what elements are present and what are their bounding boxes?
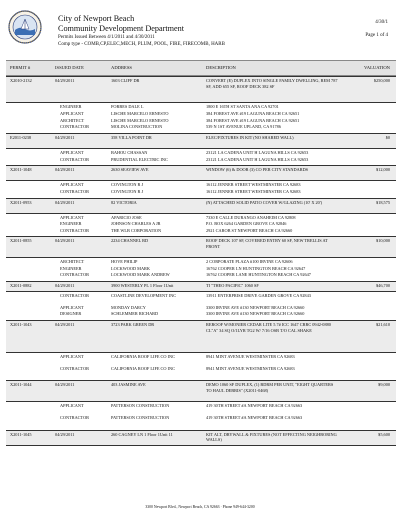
contact-name: LOCKWOOD MARK [111,265,151,271]
contact-name: COASTLINE DEVELOPMENT INC [111,292,177,298]
contact-address: 539 N 1ST AVENUE UPLAND, CA 91786 [206,124,281,130]
report-period: Permits Issued Between 4/1/2011 and 4/30/2011 [58,35,155,40]
contact-address: 2 CORPORATE PLAZA #100 IRVINE CA 92606 [206,259,293,265]
contact-row [6,103,396,110]
contact-row [6,123,396,130]
permit-number: X2011-0855 [10,238,32,244]
contact-address: 419 30TH STREET #A NEWPORT BEACH CA 92663 [206,403,303,409]
permit-valuation: $12,000 [376,167,390,173]
permit-description: TI "THEO PACIFIC" 1060 SF [206,283,259,289]
report-title [58,14,184,34]
report-meta [365,16,388,42]
permit-address: 403 JASMINE AVE [111,382,146,388]
contact-name: PATTERSON CONSTRUCTION [111,415,170,421]
issued-date: 04/29/2011 [55,382,75,388]
contact-type: CONTRACTOR [60,272,90,278]
contact-type: ENGINEER [60,221,82,227]
permit-valuation: $5,600 [378,431,390,437]
contact-type: ARCHITECT [60,117,85,123]
contact-name: BAHOU CHASSAN [111,149,148,155]
permit-row [6,320,396,353]
permit-address: 3900 WESTERLY PL 1 Floor 1Unit [111,283,174,289]
permit-row [6,430,396,446]
contact-type: APPLICANT [60,354,84,360]
permit-row [6,236,396,258]
contact-row [6,304,396,311]
contact-name: APARICIO JOSE [111,214,142,220]
contact-row [6,402,396,414]
permit-valuation: $0 [385,134,390,140]
contact-name: MOLINA CONSTRUCTION [111,124,163,130]
permit-row [6,281,396,292]
permit-valuation: $250,000 [373,78,390,83]
comp-type-filter: Comp type - COMB,CP,ELEC,MECH, PLUM, POOL, FIRE, FIRECOMB, HARB [58,41,225,47]
permit-number: E2011-0238 [10,134,32,140]
contact-name: LISCHE MARCELO ERNESTO [111,110,169,116]
permit-record [6,198,396,237]
permit-record [6,430,396,446]
contact-row [6,310,396,317]
permit-record [6,281,396,320]
issued-date: 04/29/2011 [55,431,75,437]
permit-record [6,320,396,380]
col-permit: PERMIT # [10,65,31,70]
permit-valuation: $18,575 [376,199,390,205]
contact-address: 16762 COOPER LANE HUNTINGTON BEACH CA 92647 [206,272,311,278]
permit-valuation: $21,610 [376,322,390,328]
permit-address: 1603 CLIFF DR [111,78,140,83]
issued-date: 04/29/2011 [55,238,75,244]
permit-record [6,380,396,429]
contact-type: APPLICANT [60,214,84,220]
contact-row [6,149,396,156]
contact-type: APPLICANT [60,149,84,155]
city-seal-logo [8,10,42,44]
contact-type: CONTRACTOR [60,227,90,233]
contact-address: 16112 JENNER STREET WESTMINSTER CA 92683 [206,182,301,188]
permit-description: CONVERT (E) DUPLEX INTO SINGLE FAMILY DWELLING, REM 787 SF, ADD 655 SF, ROOF DECK 382 SF [206,78,338,89]
permit-description: KIT ALT, DRYWALL & FIXTURES (NOT EFFECTING NEIGHBORING WALLS) [206,431,337,443]
col-issued-date: ISSUED DATE [55,65,84,70]
permit-description: ELEC/FIXTURES IN KIT (NO SHARED WALL) [206,134,294,140]
issued-date: 04/29/2011 [55,78,75,83]
contact-name: HOVE PHILIP [111,259,138,265]
permit-number: X2011-1044 [10,382,32,388]
contact-name: SCHLEMMER RICHARD [111,311,159,317]
report-date: 4/30/1 [375,20,388,25]
permit-description: (N) ATTACHED SOLID PATIO COVER W/GLAZING (10' X 20') [206,199,323,205]
contact-address: 2921 CAROB ST NEWPORT BEACH CA 92660 [206,227,293,233]
contact-address: P.O. BOX 6264 GARDEN GROVE CA 92846 [206,221,287,227]
contact-address: 384 FOREST AVE #19 LAGUNA BEACH CA 92651 [206,117,300,123]
contact-row [6,220,396,227]
permit-number: X2011-1043 [10,322,32,328]
contact-row [6,214,396,221]
contact-name: CALIFORNIA ROOF LIFE CO INC [111,366,175,372]
contact-row [6,227,396,234]
contact-type: APPLICANT [60,110,84,116]
permit-record [6,133,396,165]
contact-row [6,265,396,272]
contact-address: 16112 JENNER STREET WESTMINSTER CA 92683 [206,188,301,194]
permit-list [6,76,396,446]
issued-date: 04/29/2011 [55,134,75,140]
contact-type: CONTRACTOR [60,156,90,162]
permit-address: 2234 CHANNEL RD [111,238,149,244]
page-footer: 3300 Newport Blvd., Newport Beach, CA 92663 · Phone 949-644-3200 [145,505,255,509]
permit-row [6,76,396,103]
department-name: Community Development Department [58,24,184,33]
contact-row [6,365,396,377]
permit-address: 82 VICTORIA [111,199,137,205]
permit-valuation: $9,000 [378,382,390,388]
contact-row [6,188,396,195]
contact-address: 23121 LA CADENA UNIT H LAGUNA HILLS CA 92653 [206,149,309,155]
contact-name: COVINGTON R J [111,188,144,194]
contact-name: LISCHE MARCELO ERNESTO [111,117,169,123]
permit-description: ROOF DECK 107 SF, COVERED ENTRY 60 SF, NEW TRELLIS AT FRONT [206,238,328,250]
contact-row [6,156,396,163]
contact-address: 3300 IRVINE AVE #130 NEWPORT BEACH CA 92660 [206,304,305,310]
contact-address: 1800 E 16TH ST SANTA ANA CA 92701 [206,104,279,110]
permit-description: REROOF W/MONIER CEDAR LITE 5.7# ICC 1647 CRRC 0942-0880 CL"A" 34 SQ O/1LYR TG2 W/ 7/16 OSB T/O CAL SHAKE [206,322,331,333]
contact-type: CONTRACTOR [60,366,90,372]
permit-row [6,198,396,214]
permit-number: X2011-1045 [10,431,32,437]
col-address: ADDRESS [111,65,132,70]
permit-address: 3723 PARK GREEN DR [111,322,155,328]
permit-row [6,380,396,402]
column-header-row [6,60,396,76]
permit-description: WINDOW (6) & DOOR (3) CO PER CITY STANDARDS [206,167,309,173]
permit-number: X2011-1048 [10,167,32,173]
contact-address: 3300 IRVINE AVE #130 NEWPORT BEACH CA 92660 [206,311,305,317]
col-description: DESCRIPTION [206,65,236,70]
permit-description: DEMO 1060 SF DUPLEX, (1) BDRM PER UNIT, "EIGHT QUARTERS TO HAUL DEBRIS" (X2011-0468) [206,382,334,393]
contact-type: ENGINEER [60,265,82,271]
contact-name: THE WLB CORPORATION [111,227,162,233]
contact-row [6,353,396,365]
permit-number: X2011-0882 [10,283,32,289]
contact-type: CONTRACTOR [60,292,90,298]
permit-number: X2010-2132 [10,78,32,83]
permit-record [6,76,396,133]
report-criteria [58,35,225,48]
contact-row [6,117,396,124]
permit-number: X2011-0953 [10,199,32,205]
contact-row [6,271,396,278]
permit-row [6,165,396,181]
contact-name: FORBES DALE L [111,104,144,110]
contact-type: ENGINEER [60,104,82,110]
contact-name: PATTERSON CONSTRUCTION [111,403,170,409]
contact-type: CONTRACTOR [60,188,90,194]
contact-address: 13911 ENTERPRISE DRIVE GARDEN GROVE CA 92843 [206,292,311,298]
permit-valuation: $46,700 [376,283,390,289]
contact-row [6,292,396,304]
permit-address: 2630 SEAVIEW AVE [111,167,149,173]
contact-name: LOCKWOOD MARK ANDREW [111,272,170,278]
contact-name: PRUDENTIAL ELECTRIC INC [111,156,168,162]
issued-date: 04/29/2011 [55,283,75,289]
contact-row [6,258,396,265]
permit-record [6,165,396,197]
issued-date: 04/29/2011 [55,167,75,173]
contact-address: 384 FOREST AVE #19 LAGUNA BEACH CA 92651 [206,110,300,116]
contact-name: JOHNSON CHARLES A JR [111,221,161,227]
page-indicator: Page 1 of 4 [365,33,388,38]
contact-name: COVINGTON R J [111,182,144,188]
contact-row [6,110,396,117]
permit-address: 260 CAGNEY LN 1 Floor 1Unit 11 [111,431,173,437]
contact-address: 8941 MINT AVENUE WESTMINSTER CA 92683 [206,366,295,372]
permit-record [6,236,396,281]
contact-type: CONTRACTOR [60,415,90,421]
contact-type: APPLICANT [60,304,84,310]
contact-address: 8941 MINT AVENUE WESTMINSTER CA 92683 [206,354,295,360]
permit-valuation: $10,000 [376,238,390,244]
issued-date: 04/29/2011 [55,199,75,205]
contact-type: APPLICANT [60,403,84,409]
contact-name: CALIFORNIA ROOF LIFE CO INC [111,354,175,360]
contact-row [6,414,396,426]
contact-name: MONDAY DARCY [111,304,146,310]
col-valuation: VALUATION [364,65,390,70]
contact-address: 7330 E CALLE DURANGO ANAHEIM CA 92808 [206,214,296,220]
contact-type: ARCHITECT [60,259,85,265]
contact-row [6,181,396,188]
issued-date: 04/29/2011 [55,322,75,328]
contact-address: 23121 LA CADENA UNIT H LAGUNA HILLS CA 92653 [206,156,309,162]
permit-address: 358 VILLA POINT DR [111,134,152,140]
contact-type: CONTRACTOR [60,124,90,130]
contact-address: 16762 COOPER LN HUNTINGTON BEACH CA 92647 [206,265,306,271]
contact-address: 419 30TH STREET #A NEWPORT BEACH CA 92663 [206,415,303,421]
contact-type: APPLICANT [60,182,84,188]
contact-type: DESIGNER [60,311,82,317]
permit-row [6,133,396,149]
city-name: City of Newport Beach [58,14,135,23]
